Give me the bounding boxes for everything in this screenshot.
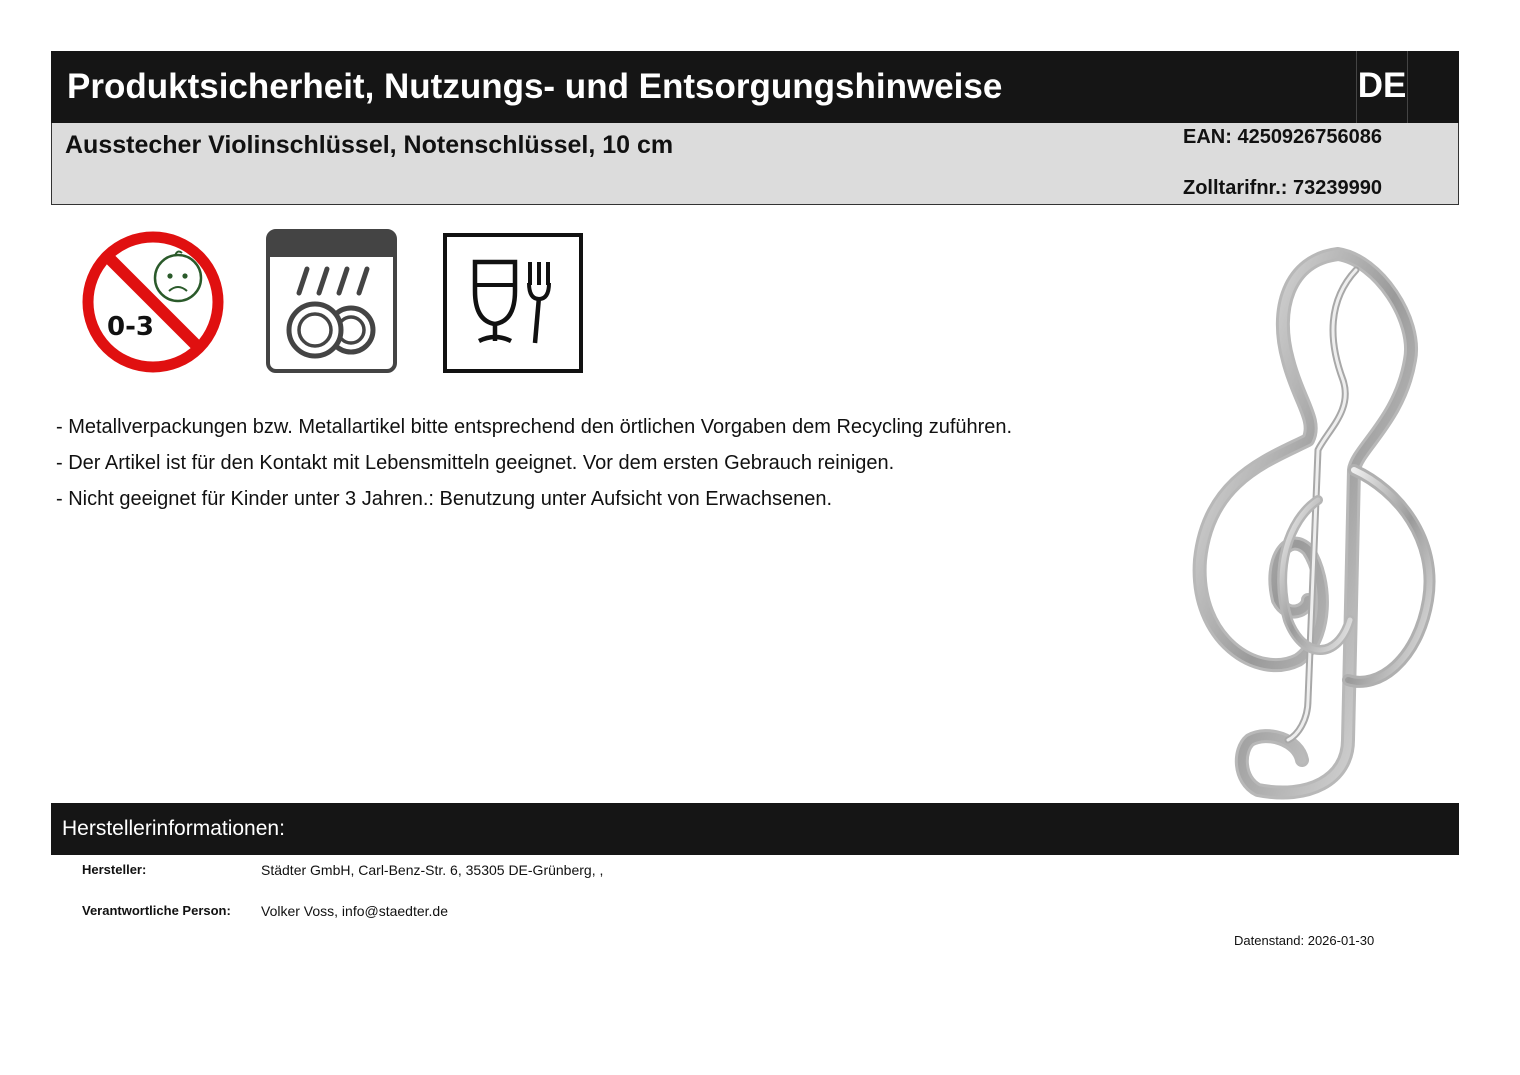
dishwasher-safe-icon — [265, 229, 398, 373]
ean-number: EAN: 4250926756086 — [1183, 126, 1383, 148]
responsible-person-value: Volker Voss, info@staedter.de — [261, 903, 448, 919]
product-bar — [51, 123, 1459, 205]
responsible-person-label: Verantwortliche Person: — [82, 903, 231, 918]
food-safe-glass-fork-icon — [443, 233, 583, 373]
header-bar — [51, 51, 1459, 123]
note-recycling: - Metallverpackungen bzw. Metallartikel bitte entsprechend den örtlichen Vorgaben dem Recycling zuführen. — [56, 416, 1013, 438]
manufacturer-label: Hersteller: — [82, 862, 147, 877]
product-name: Ausstecher Violinschlüssel, Notenschlüssel, 10 cm — [65, 131, 674, 159]
data-date: Datenstand: 2026-01-30 — [1234, 933, 1375, 948]
product-image-treble-clef-cutter — [1178, 240, 1458, 805]
language-badge: DE — [1356, 51, 1408, 123]
manufacturer-section-title: Herstellerinformationen: — [62, 817, 285, 840]
manufacturer-section-bar — [51, 803, 1459, 855]
age-label: 0-3 — [107, 312, 154, 342]
no-children-under-3-icon — [79, 229, 227, 375]
note-food-contact: - Der Artikel ist für den Kontakt mit Lebensmitteln geeignet. Vor dem ersten Gebrauch reinigen. — [56, 452, 895, 474]
page-title: Produktsicherheit, Nutzungs- und Entsorgungshinweise — [67, 67, 1003, 106]
manufacturer-value: Städter GmbH, Carl-Benz-Str. 6, 35305 DE-Grünberg, , — [261, 862, 604, 878]
usage-notes — [56, 409, 1036, 517]
customs-tariff-number: Zolltarifnr.: 73239990 — [1183, 177, 1382, 199]
note-children: - Nicht geeignet für Kinder unter 3 Jahren.: Benutzung unter Aufsicht von Erwachsenen. — [56, 488, 833, 510]
